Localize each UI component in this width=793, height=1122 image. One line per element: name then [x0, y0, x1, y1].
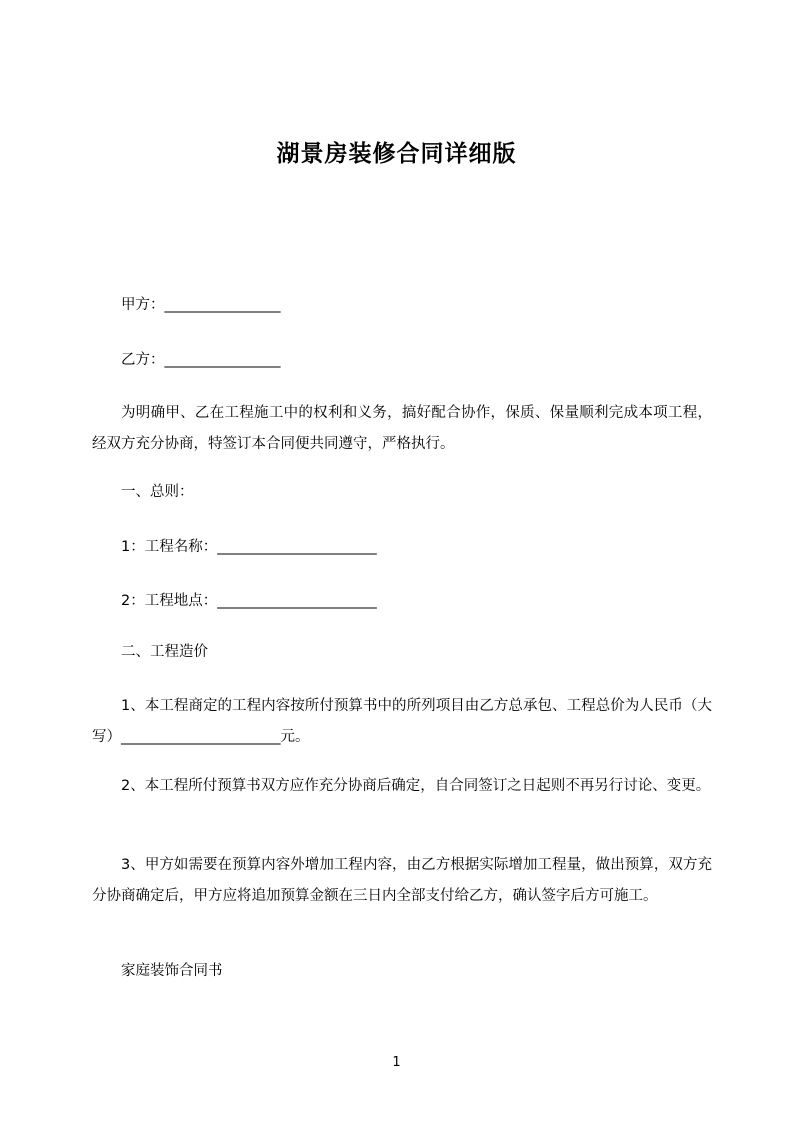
paragraph: 2：工程地点：______________________	[121, 593, 377, 609]
paragraph: 家庭装饰合同书	[121, 963, 223, 979]
paragraph: 1：工程名称：______________________	[121, 539, 377, 555]
paragraph: 3、甲方如需要在预算内容外增加工程内容，由乙方根据实际增加工程量，做出预算，双方充分协商确定后，甲方应将追加预算金额在三日内全部支付给乙方，确认签字后方可施工。	[92, 857, 712, 904]
page-number: 1	[392, 1055, 401, 1070]
paragraph: 一、总则：	[121, 484, 194, 500]
page-title: 湖景房装修合同详细版	[276, 141, 517, 167]
paragraph: 二、工程造价	[121, 644, 208, 660]
paragraph: 甲方：________________	[121, 297, 281, 313]
paragraph: 2、本工程所付预算书双方应作充分协商后确定，自合同签订之日起则不再另行讨论、变更。	[121, 778, 711, 794]
paragraph: 为明确甲、乙在工程施工中的权利和义务，搞好配合协作，保质、保量顺利完成本项工程，经双方充分协商，特签订本合同便共同遵守，严格执行。	[92, 405, 712, 452]
paragraph: 乙方：________________	[121, 352, 281, 368]
paragraph: 1、本工程商定的工程内容按所付预算书中的所列项目由乙方总承包、工程总价为人民币（大写）______________________元。	[92, 698, 712, 745]
